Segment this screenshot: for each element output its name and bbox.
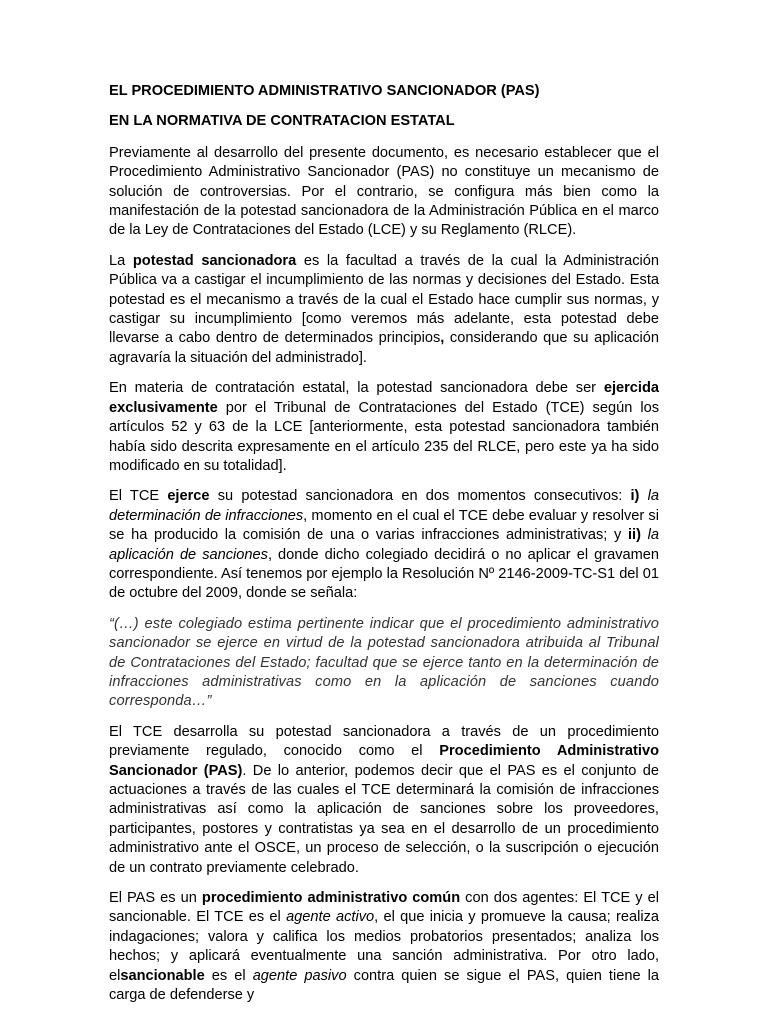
text-run: considerando que su aplicación agravaría la situación del administrado].: [109, 330, 659, 366]
text-run: , el que inicia y promueve la causa; realiza indagaciones; valora y califica los medios probatorios presentados; analiza los hechos; y aplicará eventualmente una sanción administrativa. Por otro lado, el: [109, 909, 659, 984]
text-run: El TCE desarrolla su potestad sancionadora a través de un procedimiento previamente regulado, conocido como el: [109, 723, 659, 760]
bold-term: sancionable: [120, 967, 205, 984]
text-run: , momento en el cual el TCE debe evaluar y resolver si se ha producido la comisión de una o varias infracciones administrativas; y: [109, 507, 659, 544]
text-run: su potestad sancionadora en dos momentos consecutivos:: [209, 488, 631, 505]
text-run: , donde dicho colegiado decidirá o no aplicar el gravamen correspondiente. Así tenemos por ejemplo la Resolución Nº 2146-2009-TC-S1 del 01 de octubre del 2009, donde se señala:: [109, 546, 659, 602]
text-run: En materia de contratación estatal, la potestad sancionadora debe ser: [109, 380, 604, 397]
text-run: El TCE: [109, 488, 168, 505]
text-run: El PAS es un: [109, 890, 202, 907]
quote-resolucion: “(…) este colegiado estima pertinente indicar que el procedimiento administrativo sancionador se ejerce en virtud de la potestad sancionadora atribuida al Tribunal de Contrataciones del Estado; facultad que se ejerce tanto en la determinación de infracciones administrativas como en la aplicación de sanciones cuando corresponda…”: [109, 615, 659, 710]
bold-comma: ,: [440, 330, 445, 347]
bold-numeral: ii): [627, 527, 641, 544]
text-run: [639, 488, 647, 504]
text-run: con dos agentes: El TCE y el sancionable. El TCE es el: [109, 890, 659, 926]
paragraph-potestad: [109, 252, 659, 368]
text-run: La: [109, 252, 133, 269]
document-subtitle: EN LA NORMATIVA DE CONTRATACION ESTATAL: [109, 113, 455, 130]
document-title: EL PROCEDIMIENTO ADMINISTRATIVO SANCIONADOR (PAS): [109, 83, 540, 99]
italic-term: la aplicación de sanciones: [109, 527, 660, 563]
bold-term: potestad sancionadora: [132, 252, 297, 269]
text-run: es el: [204, 967, 253, 984]
paragraph-pas-definicion: [109, 723, 659, 878]
text-run: [641, 527, 648, 543]
text-run: contra quien se sigue el PAS, quien tiene la carga de defenderse y: [109, 967, 659, 1004]
text-run: . De lo anterior, podemos decir que el PAS es el conjunto de actuaciones a través de las cuales el TCE determinará la comisión de infracciones administrativas así como la aplicación de sanciones sobre los proveedores, participantes, postores y contratistas ya sea en el desarrollo de un procedimiento administrativo ante el OSCE, un proceso de selección, o la suscripción o ejecución de un contrato previamente celebrado.: [109, 762, 659, 876]
text-run: por el Tribunal de Contrataciones del Estado (TCE) según los artículos 52 y 63 de la LCE [anteriormente, esta potestad sancionadora también había sido descrita expresamente en el artículo 235 del RLCE, pero este ya ha sido modificado en su totalidad].: [109, 399, 659, 474]
bold-term: Procedimiento Administrativo Sancionador (PAS): [109, 743, 659, 779]
text-run: es la facultad a través de la cual la Administración Pública va a castigar el incumplimiento de las normas y decisiones del Estado. Esta potestad es el mecanismo a través de la cual el Estado hace cumplir sus normas, y castigar su incumplimiento [como veremos más adelante, esta potestad debe llevarse a cabo dentro de determinados principios: [109, 252, 659, 347]
italic-term: la determinación de infracciones: [109, 488, 659, 524]
italic-term: agente pasivo: [252, 967, 347, 984]
paragraph-pas-agentes: [109, 889, 659, 1005]
paragraph-intro: Previamente al desarrollo del presente documento, es necesario establecer que el Procedimiento Administrativo Sancionador (PAS) no constituye un mecanismo de solución de controversias. Por el contrario, se configura más bien como la manifestación de la potestad sancionadora de la Administración Pública en el marco de la Ley de Contrataciones del Estado (LCE) y su Reglamento (RLCE).: [109, 144, 659, 239]
bold-term: ejercida exclusivamente: [109, 380, 659, 416]
bold-term: procedimiento administrativo común: [201, 890, 461, 907]
bold-term: ejerce: [167, 488, 210, 505]
paragraph-contratacion: [109, 379, 659, 476]
paragraph-tce-ejerce: [109, 487, 659, 603]
document-page: [109, 82, 659, 1005]
bold-numeral: i): [630, 488, 640, 505]
italic-term: agente activo: [286, 909, 375, 926]
